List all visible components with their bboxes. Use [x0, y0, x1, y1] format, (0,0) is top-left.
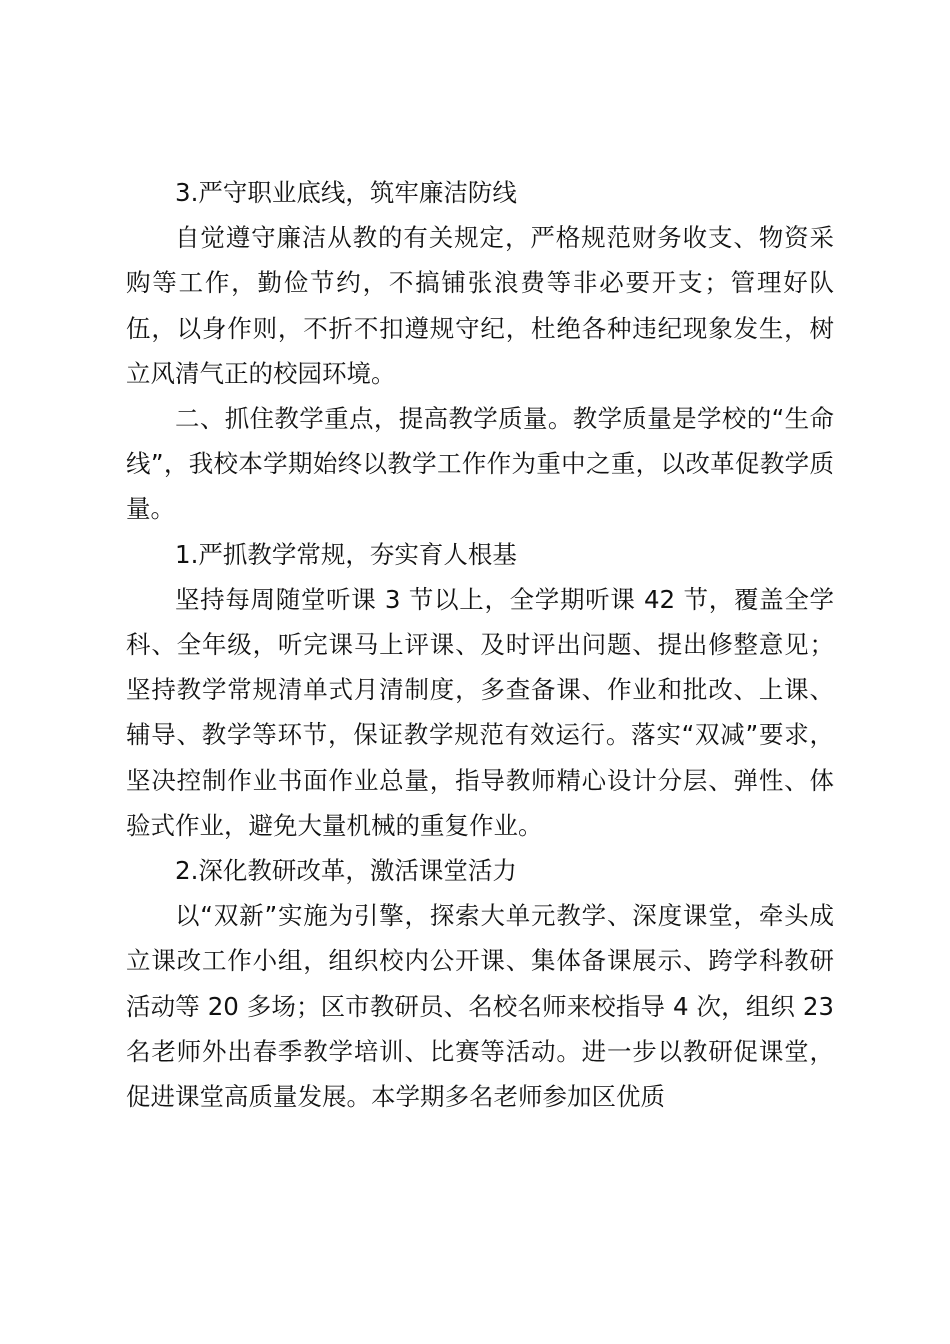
paragraph-integrity: 自觉遵守廉洁从教的有关规定，严格规范财务收支、物资采购等工作，勤俭节约，不搞铺张浪费等非必要开支；管理好队伍，以身作则，不折不扣遵规守纪，杜绝各种违纪现象发生，树立风清气正的校园环境。	[126, 223, 834, 388]
section-heading-teaching-reform: 2.深化教研改革，激活课堂活力	[175, 856, 517, 886]
paragraph-teaching-focus: 二、抓住教学重点，提高教学质量。教学质量是学校的“生命线”，我校本学期始终以教学工作作为重中之重，以改革促教学质量。	[126, 404, 834, 524]
section-heading-integrity: 3.严守职业底线，筑牢廉洁防线	[175, 178, 517, 207]
section-heading-teaching-routine: 1.严抓教学常规，夯实育人根基	[175, 539, 517, 569]
document-body	[126, 170, 834, 1119]
paragraph-teaching-routine: 坚持每周随堂听课 3 节以上，全学期听课 42 节，覆盖全学科、全年级，听完课马上评课、及时评出问题、提出修整意见；坚持教学常规清单式月清制度，多查备课、作业和批改、上课、辅导、教学等环节，保证教学规范有效运行。落实“双减”要求，坚决控制作业书面作业总量，指导教师精心设计分层、弹性、体验式作业，避免大量机械的重复作业。	[126, 584, 834, 840]
paragraph-teaching-reform: 以“双新”实施为引擎，探索大单元教学、深度课堂，牵头成立课改工作小组，组织校内公开课、集体备课展示、跨学科教研活动等 20 多场；区市教研员、名校名师来校指导 4 次，组织 23 名老师外出春季教学培训、比赛等活动。进一步以教研促课堂，促进课堂高质量发展。本学期多名老师参加区优质	[126, 901, 834, 1112]
